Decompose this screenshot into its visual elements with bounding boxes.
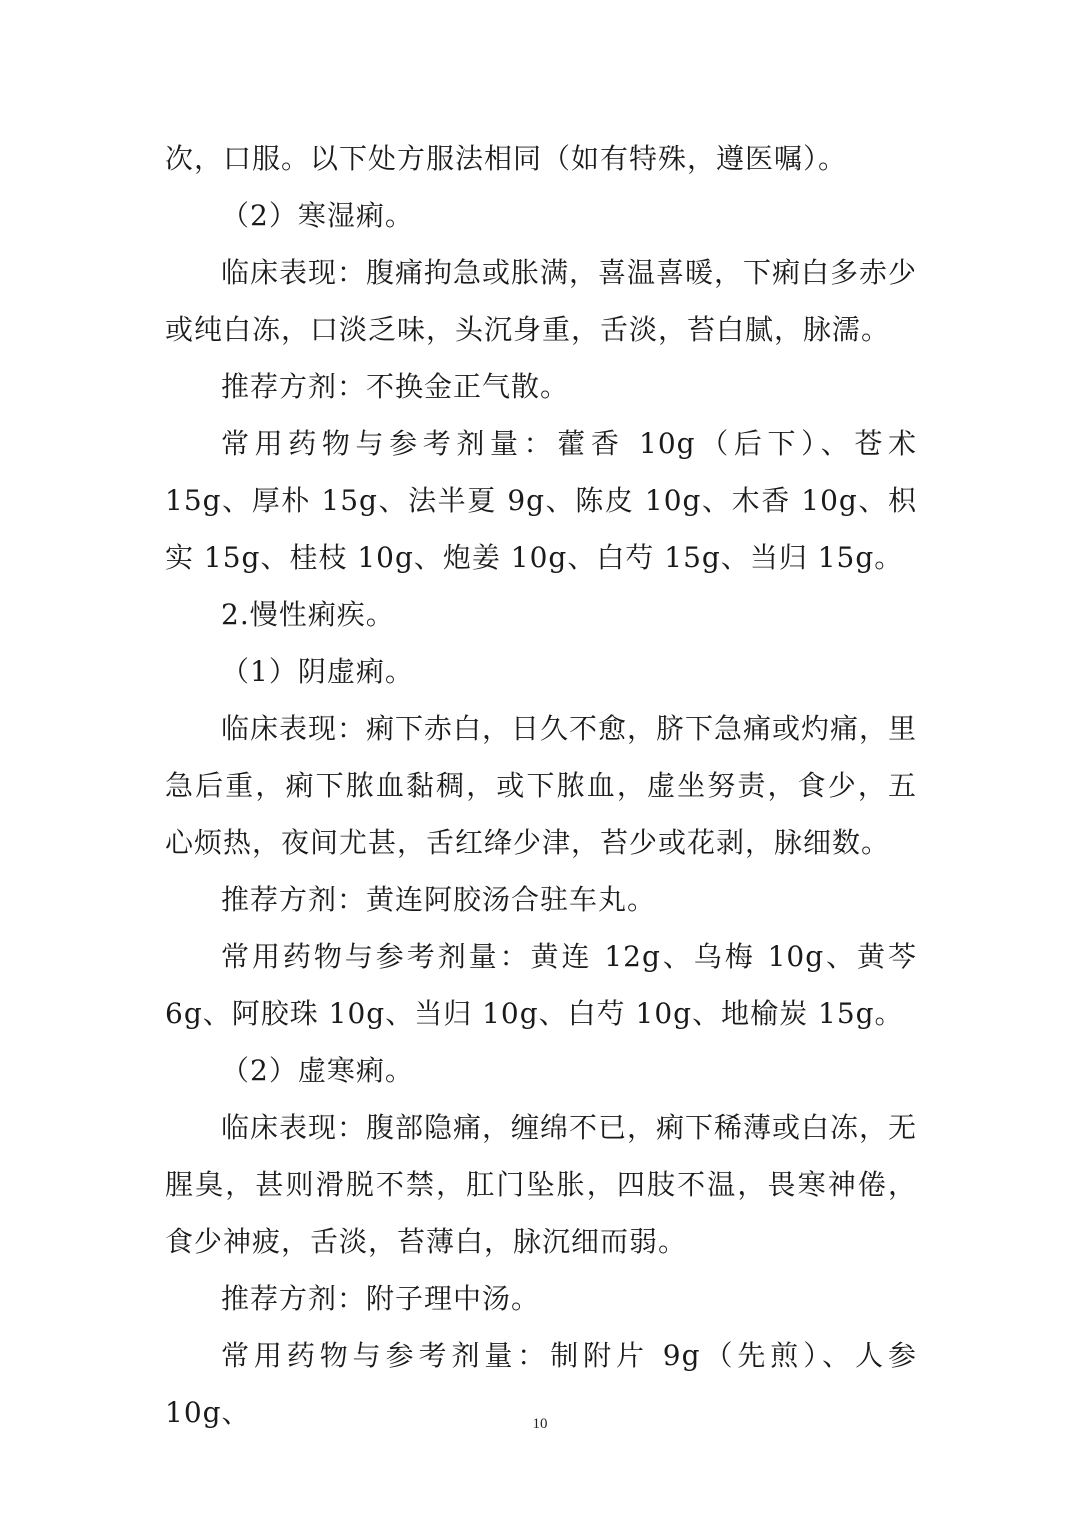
paragraph-common-herbs-dosage: 常用药物与参考剂量：制附片 9g（先煎）、人参 10g、 (165, 1339, 917, 1429)
paragraph-recommended-formula: 推荐方剂：附子理中汤。 (221, 1282, 541, 1315)
paragraph-common-herbs-dosage: 常用药物与参考剂量：藿香 10g（后下）、苍术 15g、厚朴 15g、法半夏 9g、陈皮 10g、木香 10g、枳实 15g、桂枝 10g、炮姜 10g、白芍 15g、当归 15g。 (165, 427, 917, 574)
paragraph-clinical-manifestation: 临床表现：痢下赤白，日久不愈，脐下急痛或灼痛，里急后重，痢下脓血黏稠，或下脓血，虚坐努责，食少，五心烦热，夜间尤甚，舌红绛少津，苔少或花剥，脉细数。 (165, 712, 918, 859)
page-number: 10 (532, 1416, 548, 1432)
section-heading-deficiency-cold: （2）虚寒痢。 (221, 1054, 414, 1087)
paragraph-common-herbs-dosage: 常用药物与参考剂量：黄连 12g、乌梅 10g、黄芩 6g、阿胶珠 10g、当归 10g、白芍 10g、地榆炭 15g。 (165, 940, 917, 1030)
section-heading-cold-damp: （2）寒湿痢。 (221, 199, 414, 232)
paragraph-clinical-manifestation: 临床表现：腹部隐痛，缠绵不已，痢下稀薄或白冻，无腥臭，甚则滑脱不禁，肛门坠胀，四肢不温，畏寒神倦，食少神疲，舌淡，苔薄白，脉沉细而弱。 (165, 1111, 918, 1258)
paragraph-recommended-formula: 推荐方剂：不换金正气散。 (221, 370, 570, 403)
paragraph-continuation: 次，口服。以下处方服法相同（如有特殊，遵医嘱）。 (165, 142, 848, 175)
body-text (165, 130, 917, 1441)
section-heading-chronic-dysentery: 2.慢性痢疾。 (221, 598, 395, 631)
paragraph-clinical-manifestation: 临床表现：腹痛拘急或胀满，喜温喜暖，下痢白多赤少或纯白冻，口淡乏味，头沉身重，舌淡，苔白腻，脉濡。 (165, 256, 918, 346)
section-heading-yin-deficiency: （1）阴虚痢。 (221, 655, 414, 688)
paragraph-recommended-formula: 推荐方剂：黄连阿胶汤合驻车丸。 (221, 883, 657, 916)
